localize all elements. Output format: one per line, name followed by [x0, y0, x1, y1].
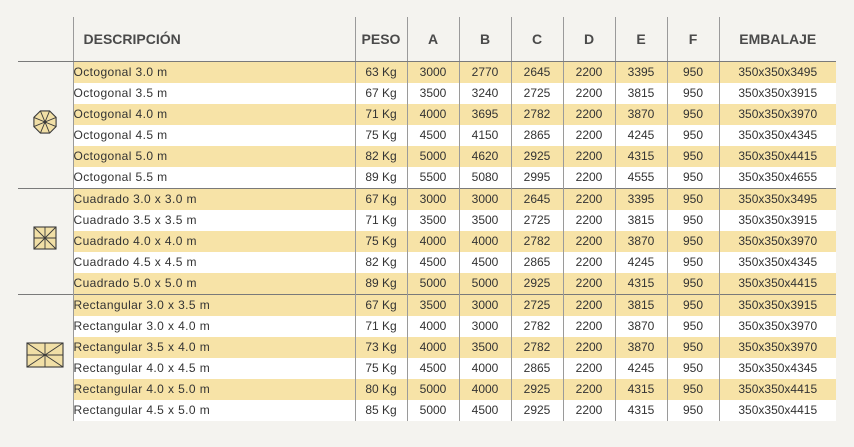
cell-dim-e: 3395 — [615, 62, 667, 84]
cell-dim-d: 2200 — [563, 231, 615, 252]
cell-packaging: 350x350x3970 — [719, 104, 836, 125]
cell-dim-e: 3870 — [615, 316, 667, 337]
header-a: A — [407, 17, 459, 62]
header-c: C — [511, 17, 563, 62]
cell-dim-a: 3500 — [407, 83, 459, 104]
cell-dim-d: 2200 — [563, 252, 615, 273]
cell-dim-b: 5080 — [459, 167, 511, 189]
cell-dim-b: 4150 — [459, 125, 511, 146]
table-row — [18, 295, 836, 317]
header-peso: PESO — [355, 17, 407, 62]
cell-weight: 82 Kg — [355, 252, 407, 273]
cell-dim-a: 3000 — [407, 62, 459, 84]
cell-dim-e: 4245 — [615, 252, 667, 273]
group-icon-cell — [18, 295, 73, 422]
cell-dim-a: 3500 — [407, 210, 459, 231]
cell-weight: 85 Kg — [355, 400, 407, 421]
cell-dim-b: 2770 — [459, 62, 511, 84]
table-row — [18, 316, 836, 337]
cell-description: Cuadrado 4.0 x 4.0 m — [73, 231, 355, 252]
header-row — [18, 17, 836, 62]
cell-packaging: 350x350x3970 — [719, 316, 836, 337]
cell-dim-c: 2725 — [511, 210, 563, 231]
cell-dim-a: 5000 — [407, 146, 459, 167]
cell-packaging: 350x350x3915 — [719, 210, 836, 231]
cell-packaging: 350x350x3495 — [719, 62, 836, 84]
cell-packaging: 350x350x3495 — [719, 189, 836, 211]
table-row — [18, 210, 836, 231]
cell-weight: 71 Kg — [355, 104, 407, 125]
header-b: B — [459, 17, 511, 62]
cell-dim-f: 950 — [667, 273, 719, 295]
table-row — [18, 189, 836, 211]
cell-weight: 82 Kg — [355, 146, 407, 167]
cell-weight: 75 Kg — [355, 358, 407, 379]
cell-dim-b: 4500 — [459, 252, 511, 273]
cell-weight: 75 Kg — [355, 125, 407, 146]
cell-dim-d: 2200 — [563, 273, 615, 295]
cell-weight: 71 Kg — [355, 210, 407, 231]
cell-description: Rectangular 4.5 x 5.0 m — [73, 400, 355, 421]
cell-dim-e: 4555 — [615, 167, 667, 189]
cell-dim-f: 950 — [667, 189, 719, 211]
cell-dim-b: 4500 — [459, 400, 511, 421]
cell-dim-f: 950 — [667, 252, 719, 273]
cell-dim-b: 4000 — [459, 358, 511, 379]
table-row — [18, 231, 836, 252]
cell-packaging: 350x350x4415 — [719, 273, 836, 295]
cell-packaging: 350x350x4655 — [719, 167, 836, 189]
cell-dim-d: 2200 — [563, 379, 615, 400]
table-row — [18, 400, 836, 421]
cell-dim-e: 4315 — [615, 400, 667, 421]
cell-dim-a: 4500 — [407, 252, 459, 273]
cell-packaging: 350x350x4415 — [719, 146, 836, 167]
cell-dim-e: 4315 — [615, 146, 667, 167]
cell-dim-b: 5000 — [459, 273, 511, 295]
cell-dim-a: 4000 — [407, 337, 459, 358]
table-row — [18, 125, 836, 146]
cell-dim-e: 3870 — [615, 104, 667, 125]
cell-dim-a: 5000 — [407, 273, 459, 295]
cell-dim-e: 3870 — [615, 231, 667, 252]
cell-dim-d: 2200 — [563, 167, 615, 189]
table-row — [18, 252, 836, 273]
table-row — [18, 358, 836, 379]
cell-dim-a: 4500 — [407, 125, 459, 146]
cell-dim-a: 5500 — [407, 167, 459, 189]
umbrella-spec-table — [18, 17, 836, 421]
cell-dim-e: 3815 — [615, 83, 667, 104]
cell-dim-c: 2865 — [511, 125, 563, 146]
cell-dim-c: 2725 — [511, 295, 563, 317]
cell-weight: 73 Kg — [355, 337, 407, 358]
cell-dim-f: 950 — [667, 231, 719, 252]
cell-packaging: 350x350x3915 — [719, 295, 836, 317]
cell-description: Cuadrado 5.0 x 5.0 m — [73, 273, 355, 295]
cell-description: Rectangular 3.0 x 3.5 m — [73, 295, 355, 317]
cell-dim-e: 3815 — [615, 295, 667, 317]
cell-dim-d: 2200 — [563, 146, 615, 167]
octagon-umbrella-icon — [32, 109, 58, 142]
cell-description: Octogonal 4.5 m — [73, 125, 355, 146]
cell-dim-c: 2865 — [511, 252, 563, 273]
cell-description: Cuadrado 3.0 x 3.0 m — [73, 189, 355, 211]
cell-dim-e: 4315 — [615, 379, 667, 400]
cell-dim-b: 3000 — [459, 189, 511, 211]
cell-dim-f: 950 — [667, 295, 719, 317]
cell-packaging: 350x350x3915 — [719, 83, 836, 104]
cell-dim-b: 3240 — [459, 83, 511, 104]
table-row — [18, 273, 836, 295]
cell-weight: 75 Kg — [355, 231, 407, 252]
cell-dim-f: 950 — [667, 358, 719, 379]
table-row — [18, 337, 836, 358]
cell-dim-c: 2782 — [511, 231, 563, 252]
cell-dim-f: 950 — [667, 62, 719, 84]
cell-dim-e: 4245 — [615, 125, 667, 146]
cell-dim-d: 2200 — [563, 400, 615, 421]
cell-weight: 89 Kg — [355, 167, 407, 189]
cell-dim-b: 3000 — [459, 295, 511, 317]
cell-dim-f: 950 — [667, 316, 719, 337]
cell-packaging: 350x350x4345 — [719, 252, 836, 273]
cell-dim-b: 3000 — [459, 316, 511, 337]
cell-dim-c: 2725 — [511, 83, 563, 104]
cell-dim-d: 2200 — [563, 62, 615, 84]
cell-description: Rectangular 3.5 x 4.0 m — [73, 337, 355, 358]
cell-dim-c: 2782 — [511, 104, 563, 125]
cell-dim-a: 4000 — [407, 104, 459, 125]
cell-dim-b: 4000 — [459, 379, 511, 400]
cell-dim-f: 950 — [667, 210, 719, 231]
cell-weight: 71 Kg — [355, 316, 407, 337]
cell-packaging: 350x350x4345 — [719, 358, 836, 379]
cell-dim-c: 2925 — [511, 400, 563, 421]
cell-dim-a: 3500 — [407, 295, 459, 317]
cell-packaging: 350x350x4415 — [719, 400, 836, 421]
cell-dim-c: 2645 — [511, 189, 563, 211]
cell-dim-d: 2200 — [563, 295, 615, 317]
cell-dim-c: 2645 — [511, 62, 563, 84]
table-row — [18, 379, 836, 400]
cell-dim-b: 4620 — [459, 146, 511, 167]
cell-dim-e: 3870 — [615, 337, 667, 358]
cell-weight: 67 Kg — [355, 83, 407, 104]
group-icon-cell — [18, 189, 73, 295]
cell-description: Octogonal 3.0 m — [73, 62, 355, 84]
cell-dim-f: 950 — [667, 400, 719, 421]
cell-dim-c: 2925 — [511, 379, 563, 400]
cell-dim-d: 2200 — [563, 210, 615, 231]
cell-dim-b: 3500 — [459, 337, 511, 358]
table-row — [18, 167, 836, 189]
cell-dim-c: 2865 — [511, 358, 563, 379]
cell-dim-f: 950 — [667, 167, 719, 189]
cell-packaging: 350x350x3970 — [719, 231, 836, 252]
cell-dim-f: 950 — [667, 125, 719, 146]
table-row — [18, 62, 836, 84]
cell-packaging: 350x350x4415 — [719, 379, 836, 400]
cell-dim-f: 950 — [667, 104, 719, 125]
square-umbrella-icon — [33, 226, 57, 257]
header-descripcion: DESCRIPCIÓN — [73, 17, 355, 62]
cell-weight: 67 Kg — [355, 295, 407, 317]
cell-dim-d: 2200 — [563, 83, 615, 104]
cell-dim-d: 2200 — [563, 189, 615, 211]
cell-dim-c: 2782 — [511, 337, 563, 358]
header-e: E — [615, 17, 667, 62]
cell-description: Octogonal 5.5 m — [73, 167, 355, 189]
cell-dim-d: 2200 — [563, 104, 615, 125]
table-body — [18, 62, 836, 422]
cell-dim-b: 4000 — [459, 231, 511, 252]
cell-dim-a: 4000 — [407, 231, 459, 252]
cell-dim-a: 4500 — [407, 358, 459, 379]
cell-dim-f: 950 — [667, 146, 719, 167]
cell-dim-a: 5000 — [407, 400, 459, 421]
cell-dim-b: 3695 — [459, 104, 511, 125]
table-row — [18, 83, 836, 104]
cell-dim-e: 3395 — [615, 189, 667, 211]
table-row — [18, 146, 836, 167]
cell-dim-a: 4000 — [407, 316, 459, 337]
cell-description: Octogonal 3.5 m — [73, 83, 355, 104]
cell-dim-a: 5000 — [407, 379, 459, 400]
cell-weight: 63 Kg — [355, 62, 407, 84]
cell-dim-d: 2200 — [563, 316, 615, 337]
rectangle-umbrella-icon — [26, 342, 64, 375]
cell-dim-e: 3815 — [615, 210, 667, 231]
cell-dim-b: 3500 — [459, 210, 511, 231]
cell-description: Octogonal 5.0 m — [73, 146, 355, 167]
cell-description: Cuadrado 3.5 x 3.5 m — [73, 210, 355, 231]
icon-column-header — [18, 17, 73, 62]
cell-dim-c: 2925 — [511, 273, 563, 295]
cell-dim-d: 2200 — [563, 125, 615, 146]
cell-description: Rectangular 4.0 x 5.0 m — [73, 379, 355, 400]
cell-description: Cuadrado 4.5 x 4.5 m — [73, 252, 355, 273]
cell-dim-d: 2200 — [563, 337, 615, 358]
cell-dim-f: 950 — [667, 337, 719, 358]
cell-dim-c: 2782 — [511, 316, 563, 337]
cell-weight: 80 Kg — [355, 379, 407, 400]
cell-packaging: 350x350x4345 — [719, 125, 836, 146]
cell-description: Rectangular 4.0 x 4.5 m — [73, 358, 355, 379]
cell-dim-c: 2925 — [511, 146, 563, 167]
cell-dim-f: 950 — [667, 83, 719, 104]
cell-description: Rectangular 3.0 x 4.0 m — [73, 316, 355, 337]
cell-weight: 67 Kg — [355, 189, 407, 211]
cell-packaging: 350x350x3970 — [719, 337, 836, 358]
table-row — [18, 104, 836, 125]
group-icon-cell — [18, 62, 73, 189]
cell-dim-c: 2995 — [511, 167, 563, 189]
header-d: D — [563, 17, 615, 62]
cell-dim-e: 4315 — [615, 273, 667, 295]
header-embalaje: EMBALAJE — [719, 17, 836, 62]
cell-dim-f: 950 — [667, 379, 719, 400]
cell-description: Octogonal 4.0 m — [73, 104, 355, 125]
cell-dim-e: 4245 — [615, 358, 667, 379]
cell-dim-d: 2200 — [563, 358, 615, 379]
header-f: F — [667, 17, 719, 62]
cell-dim-a: 3000 — [407, 189, 459, 211]
cell-weight: 89 Kg — [355, 273, 407, 295]
